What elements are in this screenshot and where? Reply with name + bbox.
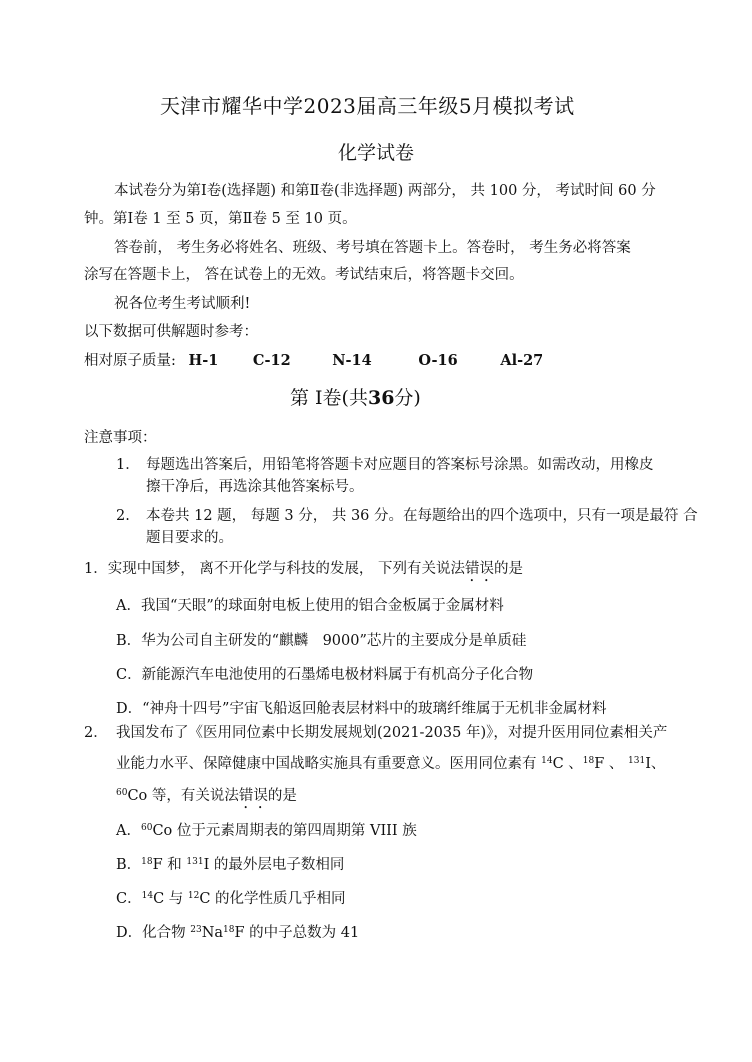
isotope-co: Co 等，有关说法 <box>127 788 239 804</box>
isotope-f: F 、 <box>594 756 629 772</box>
option-d-text-1: Na <box>201 925 224 941</box>
isotope-f-mass: 18 <box>582 756 595 766</box>
option-b-text-2: I 的最外层电子数相同 <box>203 857 345 873</box>
part-one-title-prefix: 第 Ⅰ卷(共 <box>290 387 368 409</box>
question-2-option-a <box>116 821 417 841</box>
isotope-c-mass: 14 <box>541 756 553 766</box>
option-d-text-2: F 的中子总数为 41 <box>234 925 360 941</box>
option-a-mass: 60 <box>140 823 153 833</box>
part-one-title <box>290 388 421 408</box>
good-luck-line: 祝各位考生考试顺利! <box>114 296 251 312</box>
note-1-line-2: 擦干净后，再选涂其他答案标号。 <box>146 479 364 495</box>
note-1-number: 1． <box>116 457 140 473</box>
reference-line: 以下数据可供解题时参考： <box>84 324 258 340</box>
note-2-line-1: 本卷共 12 题， 每题 3 分， 共 36 分。在每题给出的四个选项中，只有一项是最符 合 <box>146 508 698 524</box>
question-2-emphasis: 错误 <box>238 788 268 804</box>
isotope-i-mass: 131 <box>628 756 646 766</box>
question-1-option-c: C．新能源汽车电池使用的石墨烯电极材料属于有机高分子化合物 <box>116 667 534 683</box>
isotope-co-mass: 60 <box>116 788 128 798</box>
note-2-line-2: 题目要求的。 <box>146 530 233 546</box>
option-b-text-1: F 和 <box>152 857 187 873</box>
exam-title: 天津市耀华中学2023届高三年级5月模拟考试 <box>160 94 575 118</box>
question-1-stem <box>84 559 523 585</box>
isotope-c: C 、 <box>552 756 583 772</box>
question-2-line-1: 我国发布了《医用同位素中长期发展规划(2021-2035 年)》，对提升医用同位素相关产 <box>116 725 668 741</box>
question-2-line-2 <box>116 754 665 774</box>
notes-label: 注意事项： <box>84 430 157 446</box>
question-1-option-b: B．华为公司自主研发的“麒麟 9000”芯片的主要成分是单质硅 <box>116 633 527 649</box>
option-c-mass-1: 14 <box>141 891 154 901</box>
question-2-line-2-text: 业能力水平、保障健康中国战略实施具有重要意义。医用同位素有 <box>116 756 542 772</box>
question-2-number: 2． <box>84 725 108 741</box>
atomic-mass-line <box>84 351 543 371</box>
option-d-label: D．化合物 <box>116 925 191 941</box>
note-1-line-1: 每题选出答案后，用铅笔将答题卡对应题目的答案标号涂黑。如需改动，用橡皮 <box>146 457 654 473</box>
mass-n: N-14 <box>332 352 372 369</box>
isotope-i: I、 <box>645 756 666 772</box>
option-a-label: A． <box>116 823 141 839</box>
intro-paragraph-2-line-1: 答卷前， 考生务必将姓名、班级、考号填在答题卡上。答卷时， 考生务必将答案 <box>114 240 631 256</box>
intro-paragraph-2-line-2: 涂写在答题卡上， 答在试卷上的无效。考试结束后，将答题卡交回。 <box>84 267 524 283</box>
option-d-mass-1: 23 <box>190 925 202 935</box>
question-2-stem-end: 的是 <box>267 788 297 804</box>
intro-paragraph-1-line-1: 本试卷分为第Ⅰ卷(选择题) 和第Ⅱ卷(非选择题) 两部分， 共 100 分， 考试时间 60 分 <box>114 183 656 199</box>
option-b-label: B． <box>116 857 142 873</box>
mass-o: O-16 <box>418 352 458 369</box>
option-c-text-2: C 的化学性质几乎相同 <box>199 891 346 907</box>
question-2-option-c <box>116 889 346 909</box>
option-a-text: Co 位于元素周期表的第四周期第 VIII 族 <box>152 823 417 839</box>
mass-c: C-12 <box>252 352 291 369</box>
mass-h: H-1 <box>188 352 219 369</box>
option-c-text-1: C 与 <box>153 891 188 907</box>
note-2-number: 2. <box>116 508 130 524</box>
option-b-mass-1: 18 <box>141 857 153 867</box>
question-2-option-b <box>116 855 344 875</box>
question-1-emphasis: 错误 <box>464 561 494 577</box>
question-1-stem-text: 1．实现中国梦， 离不开化学与科技的发展， 下列有关说法 <box>84 561 465 577</box>
question-2-line-3 <box>116 786 297 812</box>
question-2-option-d <box>116 923 359 943</box>
intro-paragraph-1-line-2: 钟。第Ⅰ卷 1 至 5 页，第Ⅱ卷 5 至 10 页。 <box>84 211 357 227</box>
option-b-mass-2: 131 <box>186 857 204 867</box>
part-one-title-suffix: 分) <box>394 387 421 409</box>
part-one-score: 36 <box>367 387 395 409</box>
option-c-mass-2: 12 <box>187 891 200 901</box>
option-c-label: C． <box>116 891 142 907</box>
question-1-option-a: A．我国“天眼”的球面射电板上使用的铝合金板属于金属材料 <box>116 598 504 614</box>
option-d-mass-2: 18 <box>223 925 235 935</box>
question-1-stem-end: 的是 <box>493 561 523 577</box>
mass-al: Al-27 <box>500 352 544 369</box>
atomic-mass-label: 相对原子质量: <box>84 353 176 369</box>
question-1-option-d: D．“神舟十四号”宇宙飞船返回舱表层材料中的玻璃纤维属于无机非金属材料 <box>116 701 607 717</box>
exam-subtitle: 化学试卷 <box>338 142 415 164</box>
